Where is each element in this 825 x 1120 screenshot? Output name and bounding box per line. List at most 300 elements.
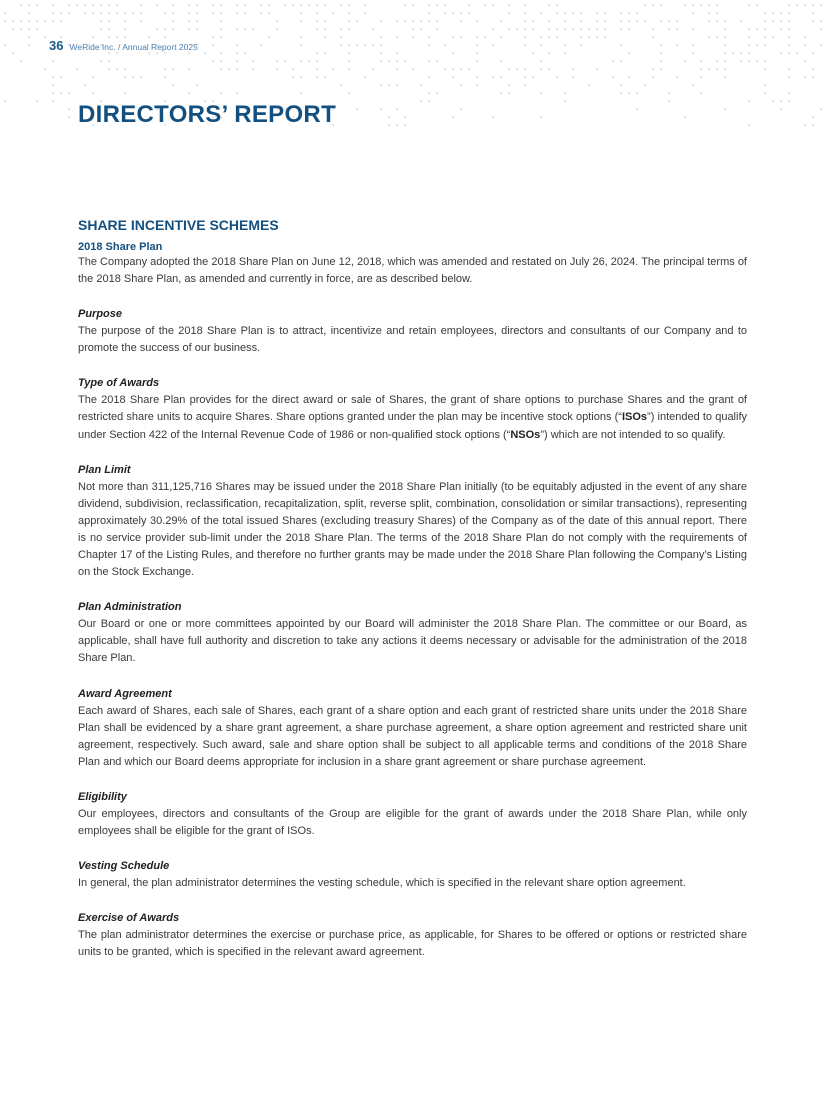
vesting-schedule-text: In general, the plan administrator determines the vesting schedule, which is specified in the relevant share option agreement. bbox=[78, 877, 686, 890]
decor-dot bbox=[788, 44, 790, 46]
decor-dot bbox=[364, 44, 366, 46]
plan-limit-block bbox=[78, 462, 747, 582]
decor-dot bbox=[92, 92, 94, 94]
decor-dot bbox=[236, 44, 238, 46]
decor-dot bbox=[124, 68, 126, 70]
decor-dot bbox=[820, 44, 822, 46]
decor-dot bbox=[340, 36, 342, 38]
decor-dot bbox=[348, 52, 350, 54]
decor-dot bbox=[556, 28, 558, 30]
decor-dot bbox=[652, 28, 654, 30]
decor-dot bbox=[196, 84, 198, 86]
decor-dot bbox=[780, 12, 782, 14]
decor-dot bbox=[756, 44, 758, 46]
decor-dot bbox=[60, 92, 62, 94]
decor-dot bbox=[540, 12, 542, 14]
decor-dot bbox=[380, 108, 382, 110]
decor-dot bbox=[788, 52, 790, 54]
decor-dot bbox=[620, 44, 622, 46]
decor-dot bbox=[356, 108, 358, 110]
decor-dot bbox=[580, 28, 582, 30]
decor-dot bbox=[52, 76, 54, 78]
decor-dot bbox=[348, 92, 350, 94]
decor-dot bbox=[52, 100, 54, 102]
decor-dot bbox=[620, 92, 622, 94]
decor-dot bbox=[484, 36, 486, 38]
decor-dot bbox=[820, 28, 822, 30]
decor-dot bbox=[348, 60, 350, 62]
decor-dot bbox=[236, 68, 238, 70]
decor-dot bbox=[492, 44, 494, 46]
decor-dot bbox=[492, 4, 494, 6]
decor-dot bbox=[596, 28, 598, 30]
decor-dot bbox=[436, 28, 438, 30]
decor-dot bbox=[460, 20, 462, 22]
decor-dot bbox=[812, 76, 814, 78]
decor-dot bbox=[340, 4, 342, 6]
decor-dot bbox=[20, 60, 22, 62]
decor-dot bbox=[476, 60, 478, 62]
decor-dot bbox=[444, 68, 446, 70]
decor-dot bbox=[140, 20, 142, 22]
decor-dot bbox=[292, 68, 294, 70]
decor-dot bbox=[380, 52, 382, 54]
decor-dot bbox=[404, 4, 406, 6]
decor-dot bbox=[308, 60, 310, 62]
decor-dot bbox=[396, 20, 398, 22]
decor-dot bbox=[508, 68, 510, 70]
decor-dot bbox=[596, 68, 598, 70]
decor-dot bbox=[236, 52, 238, 54]
decor-dot bbox=[676, 76, 678, 78]
decor-dot bbox=[380, 44, 382, 46]
decor-dot bbox=[804, 36, 806, 38]
decor-dot bbox=[188, 4, 190, 6]
decor-dot bbox=[564, 100, 566, 102]
decor-dot bbox=[52, 12, 54, 14]
decor-dot bbox=[588, 84, 590, 86]
decor-dot bbox=[68, 4, 70, 6]
decor-dot bbox=[300, 36, 302, 38]
decor-dot bbox=[452, 76, 454, 78]
decor-dot bbox=[20, 4, 22, 6]
decor-dot bbox=[444, 44, 446, 46]
decor-dot bbox=[636, 108, 638, 110]
decor-dot bbox=[724, 44, 726, 46]
decor-dot bbox=[748, 4, 750, 6]
decor-dot bbox=[652, 68, 654, 70]
decor-dot bbox=[108, 28, 110, 30]
decor-dot bbox=[428, 36, 430, 38]
decor-dot bbox=[548, 4, 550, 6]
decor-dot bbox=[300, 44, 302, 46]
decor-dot bbox=[620, 28, 622, 30]
decor-dot bbox=[740, 20, 742, 22]
decor-dot bbox=[252, 68, 254, 70]
decor-dot bbox=[36, 20, 38, 22]
decor-dot bbox=[52, 20, 54, 22]
decor-dot bbox=[300, 4, 302, 6]
decor-dot bbox=[692, 4, 694, 6]
decor-dot bbox=[452, 116, 454, 118]
decor-dot bbox=[492, 76, 494, 78]
decor-dot bbox=[540, 60, 542, 62]
decor-dot bbox=[300, 12, 302, 14]
decor-dot bbox=[764, 36, 766, 38]
decor-dot bbox=[788, 36, 790, 38]
decor-dot bbox=[332, 12, 334, 14]
decor-dot bbox=[556, 12, 558, 14]
decor-dot bbox=[428, 76, 430, 78]
decor-dot bbox=[620, 60, 622, 62]
decor-dot bbox=[644, 20, 646, 22]
purpose-text: The purpose of the 2018 Share Plan is to attract, incentivize and retain employees, directors and consultants of our Company and to promote the success of our business. bbox=[78, 325, 747, 355]
decor-dot bbox=[132, 12, 134, 14]
decor-dot bbox=[396, 68, 398, 70]
decor-dot bbox=[716, 68, 718, 70]
decor-dot bbox=[516, 28, 518, 30]
decor-dot bbox=[812, 124, 814, 126]
decor-dot bbox=[428, 60, 430, 62]
decor-dot bbox=[220, 52, 222, 54]
decor-dot bbox=[172, 12, 174, 14]
decor-dot bbox=[172, 28, 174, 30]
decor-dot bbox=[564, 92, 566, 94]
decor-dot bbox=[476, 76, 478, 78]
eligibility-heading: Eligibility bbox=[78, 790, 127, 803]
decor-dot bbox=[620, 84, 622, 86]
decor-dot bbox=[436, 4, 438, 6]
decor-dot bbox=[724, 28, 726, 30]
decor-dot bbox=[724, 20, 726, 22]
decor-dot bbox=[612, 60, 614, 62]
decor-dot bbox=[100, 20, 102, 22]
decor-dot bbox=[260, 4, 262, 6]
decor-dot bbox=[220, 20, 222, 22]
decor-dot bbox=[364, 76, 366, 78]
decor-dot bbox=[548, 20, 550, 22]
decor-dot bbox=[596, 36, 598, 38]
decor-dot bbox=[316, 60, 318, 62]
decor-dot bbox=[524, 44, 526, 46]
decor-dot bbox=[92, 4, 94, 6]
decor-dot bbox=[764, 92, 766, 94]
decor-dot bbox=[748, 36, 750, 38]
decor-dot bbox=[452, 68, 454, 70]
decor-dot bbox=[684, 4, 686, 6]
decor-dot bbox=[220, 68, 222, 70]
decor-dot bbox=[540, 92, 542, 94]
decor-dot bbox=[708, 4, 710, 6]
decor-dot bbox=[572, 68, 574, 70]
decor-dot bbox=[740, 60, 742, 62]
decor-dot bbox=[388, 116, 390, 118]
type-of-awards-heading: Type of Awards bbox=[78, 377, 160, 390]
decor-dot bbox=[404, 20, 406, 22]
decor-dot bbox=[84, 4, 86, 6]
decor-dot bbox=[436, 60, 438, 62]
decor-dot bbox=[716, 12, 718, 14]
decor-dot bbox=[476, 52, 478, 54]
decor-dot bbox=[268, 12, 270, 14]
decor-dot bbox=[596, 20, 598, 22]
decor-dot bbox=[708, 68, 710, 70]
decor-dot bbox=[500, 36, 502, 38]
decor-dot bbox=[820, 108, 822, 110]
decor-dot bbox=[212, 12, 214, 14]
decor-dot bbox=[676, 44, 678, 46]
decor-dot bbox=[116, 4, 118, 6]
decor-dot bbox=[252, 60, 254, 62]
decor-dot bbox=[396, 36, 398, 38]
decor-dot bbox=[716, 20, 718, 22]
decor-dot bbox=[244, 52, 246, 54]
decor-dot bbox=[188, 20, 190, 22]
decor-dot bbox=[724, 108, 726, 110]
type-of-awards-text-3: ”) which are not intended to so qualify. bbox=[540, 428, 726, 441]
decor-dot bbox=[676, 20, 678, 22]
decor-dot bbox=[236, 12, 238, 14]
decor-dot bbox=[652, 36, 654, 38]
decor-dot bbox=[252, 28, 254, 30]
decor-dot bbox=[76, 68, 78, 70]
decor-dot bbox=[812, 68, 814, 70]
decor-dot bbox=[740, 52, 742, 54]
decor-dot bbox=[324, 20, 326, 22]
decor-dot bbox=[140, 76, 142, 78]
decor-dot bbox=[492, 28, 494, 30]
decor-dot bbox=[580, 36, 582, 38]
decor-dot bbox=[20, 20, 22, 22]
decor-dot bbox=[428, 100, 430, 102]
decor-dot bbox=[524, 28, 526, 30]
vesting-schedule-block bbox=[78, 858, 747, 892]
decor-dot bbox=[700, 68, 702, 70]
decor-dot bbox=[404, 124, 406, 126]
decor-dot bbox=[188, 28, 190, 30]
decor-dot bbox=[684, 60, 686, 62]
decor-dot bbox=[188, 92, 190, 94]
decor-dot bbox=[212, 4, 214, 6]
decor-dot bbox=[548, 68, 550, 70]
decor-dot bbox=[420, 100, 422, 102]
decor-dot bbox=[124, 92, 126, 94]
decor-dot bbox=[748, 60, 750, 62]
decor-dot bbox=[316, 4, 318, 6]
decor-dot bbox=[324, 36, 326, 38]
decor-dot bbox=[564, 52, 566, 54]
decor-dot bbox=[780, 20, 782, 22]
decor-dot bbox=[244, 28, 246, 30]
decor-dot bbox=[756, 28, 758, 30]
decor-dot bbox=[300, 60, 302, 62]
decor-dot bbox=[476, 36, 478, 38]
decor-dot bbox=[700, 76, 702, 78]
decor-dot bbox=[540, 36, 542, 38]
decor-dot bbox=[300, 20, 302, 22]
decor-dot bbox=[588, 28, 590, 30]
decor-dot bbox=[36, 28, 38, 30]
decor-dot bbox=[692, 84, 694, 86]
decor-dot bbox=[396, 124, 398, 126]
decor-dot bbox=[28, 12, 30, 14]
decor-dot bbox=[468, 68, 470, 70]
decor-dot bbox=[292, 76, 294, 78]
exercise-of-awards-block bbox=[78, 910, 747, 961]
decor-dot bbox=[140, 12, 142, 14]
award-agreement-text: Each award of Shares, each sale of Shares, each grant of a share option and each grant of restricted share units under the 2018 Share Plan shall be evidenced by a share grant agreement, a share purchase agreement, a share option agreement and restricted share unit agreement, respectively. Such award, sale and share option shall be subject to all applicable terms and conditions of the 2018 Share Plan and which our Board deems appropriate for inclusion in a share grant agreement or share purchase agreement. bbox=[78, 704, 747, 768]
purpose-block bbox=[78, 306, 747, 357]
decor-dot bbox=[12, 52, 14, 54]
decor-dot bbox=[524, 20, 526, 22]
decor-dot bbox=[460, 108, 462, 110]
decor-dot bbox=[132, 76, 134, 78]
decor-dot bbox=[12, 20, 14, 22]
decor-dot bbox=[788, 100, 790, 102]
decor-dot bbox=[772, 20, 774, 22]
decor-dot bbox=[508, 12, 510, 14]
decor-dot bbox=[724, 60, 726, 62]
decor-dot bbox=[524, 12, 526, 14]
decor-dot bbox=[516, 68, 518, 70]
purpose-heading: Purpose bbox=[78, 308, 123, 321]
decor-dot bbox=[380, 60, 382, 62]
decor-dot bbox=[372, 28, 374, 30]
decor-dot bbox=[788, 4, 790, 6]
decor-dot bbox=[724, 36, 726, 38]
decor-dot bbox=[412, 68, 414, 70]
decor-dot bbox=[628, 52, 630, 54]
decor-dot bbox=[236, 92, 238, 94]
decor-dot bbox=[412, 28, 414, 30]
decor-dot bbox=[684, 116, 686, 118]
decor-dot bbox=[788, 12, 790, 14]
decor-dot bbox=[532, 20, 534, 22]
decor-dot bbox=[700, 60, 702, 62]
decor-dot bbox=[68, 12, 70, 14]
decor-dot bbox=[444, 4, 446, 6]
decor-dot bbox=[204, 52, 206, 54]
decor-dot bbox=[236, 4, 238, 6]
decor-dot bbox=[404, 116, 406, 118]
decor-dot bbox=[84, 84, 86, 86]
decor-dot bbox=[388, 60, 390, 62]
decor-dot bbox=[260, 12, 262, 14]
exercise-of-awards-heading: Exercise of Awards bbox=[78, 912, 180, 925]
vesting-schedule-heading: Vesting Schedule bbox=[78, 860, 170, 873]
decor-dot bbox=[100, 4, 102, 6]
decor-dot bbox=[284, 4, 286, 6]
decor-dot bbox=[276, 68, 278, 70]
decor-dot bbox=[708, 36, 710, 38]
decor-dot bbox=[428, 4, 430, 6]
decor-dot bbox=[356, 44, 358, 46]
decor-dot bbox=[796, 4, 798, 6]
decor-dot bbox=[380, 20, 382, 22]
decor-dot bbox=[316, 20, 318, 22]
decor-dot bbox=[548, 52, 550, 54]
decor-dot bbox=[28, 36, 30, 38]
decor-dot bbox=[716, 4, 718, 6]
decor-dot bbox=[452, 12, 454, 14]
eligibility-text: Our employees, directors and consultants of the Group are eligible for the grant of awards under the 2018 Share Plan, while only employees shall be eligible for the grant of ISOs. bbox=[78, 807, 747, 837]
running-title: WeRide Inc. / Annual Report 2025 bbox=[69, 42, 198, 52]
decor-dot bbox=[636, 92, 638, 94]
decor-dot bbox=[604, 20, 606, 22]
decor-dot bbox=[628, 28, 630, 30]
decor-dot bbox=[796, 52, 798, 54]
decor-dot bbox=[468, 12, 470, 14]
decor-dot bbox=[28, 4, 30, 6]
decor-dot bbox=[436, 20, 438, 22]
isos-term: ISOs bbox=[621, 411, 648, 424]
decor-dot bbox=[500, 20, 502, 22]
decor-dot bbox=[660, 20, 662, 22]
decor-dot bbox=[612, 76, 614, 78]
decor-dot bbox=[4, 12, 6, 14]
decor-dot bbox=[212, 60, 214, 62]
decor-dot bbox=[780, 52, 782, 54]
decor-dot bbox=[396, 52, 398, 54]
decor-dot bbox=[788, 20, 790, 22]
decor-dot bbox=[780, 100, 782, 102]
decor-dot bbox=[332, 68, 334, 70]
plan-limit-heading: Plan Limit bbox=[78, 463, 131, 476]
decor-dot bbox=[732, 52, 734, 54]
decor-dot bbox=[572, 76, 574, 78]
decor-dot bbox=[52, 84, 54, 86]
decor-dot bbox=[524, 84, 526, 86]
decor-dot bbox=[636, 12, 638, 14]
decor-dot bbox=[164, 68, 166, 70]
decor-dot bbox=[452, 36, 454, 38]
decor-dot bbox=[772, 36, 774, 38]
main-content bbox=[78, 216, 747, 961]
decor-dot bbox=[460, 36, 462, 38]
decor-dot bbox=[100, 60, 102, 62]
decor-dot bbox=[52, 92, 54, 94]
decor-dot bbox=[60, 20, 62, 22]
decor-dot bbox=[620, 12, 622, 14]
decor-dot bbox=[484, 4, 486, 6]
decor-dot bbox=[540, 116, 542, 118]
report-title: DIRECTORS’ REPORT bbox=[78, 101, 337, 128]
decor-dot bbox=[764, 60, 766, 62]
decor-dot bbox=[748, 100, 750, 102]
decor-dot bbox=[300, 92, 302, 94]
decor-dot bbox=[812, 20, 814, 22]
decor-dot bbox=[364, 12, 366, 14]
decor-dot bbox=[804, 124, 806, 126]
decor-dot bbox=[500, 76, 502, 78]
decor-dot bbox=[564, 44, 566, 46]
page-header bbox=[49, 38, 198, 53]
decor-dot bbox=[660, 44, 662, 46]
decor-dot bbox=[548, 28, 550, 30]
decor-dot bbox=[316, 68, 318, 70]
decor-dot bbox=[108, 20, 110, 22]
decor-dot bbox=[28, 44, 30, 46]
decor-dot bbox=[508, 28, 510, 30]
decor-dot bbox=[420, 84, 422, 86]
decor-dot bbox=[284, 60, 286, 62]
decor-dot bbox=[108, 12, 110, 14]
decor-dot bbox=[348, 68, 350, 70]
decor-dot bbox=[212, 36, 214, 38]
decor-dot bbox=[116, 12, 118, 14]
decor-dot bbox=[820, 20, 822, 22]
decor-dot bbox=[804, 60, 806, 62]
